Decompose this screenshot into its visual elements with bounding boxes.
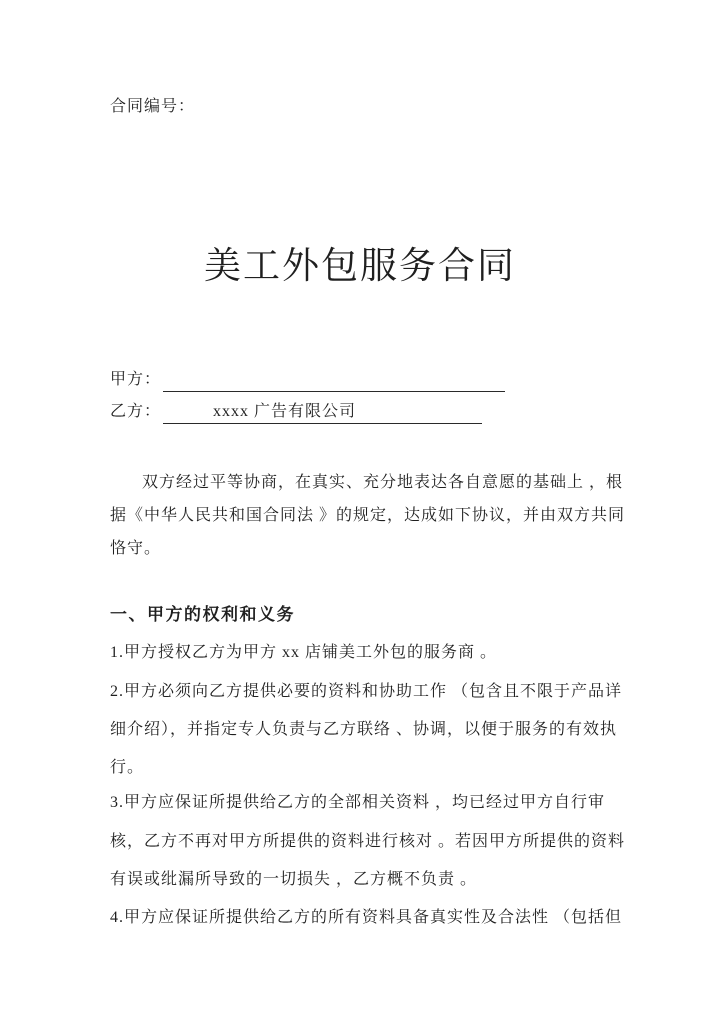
party-a-label: 甲方：: [110, 371, 162, 388]
clause-1-line-1: 1.甲方授权乙方为甲方 xx 店铺美工外包的服务商 。: [110, 644, 498, 661]
clause-2-line-3: 行。: [110, 759, 145, 776]
party-a-fill-in-line: [163, 389, 505, 392]
party-b-fill-in-line: xxxx 广告有限公司: [163, 402, 482, 424]
party-b-label: 乙方：: [110, 403, 162, 420]
clause-3-line-2: 核，乙方不再对甲方所提供的资料进行核对 。若因甲方所提供的资料: [110, 833, 626, 850]
preamble-line-1: 双方经过平等协商，在真实、充分地表达各自意愿的基础上 ，根: [142, 474, 624, 491]
clause-4-line-1: 4.甲方应保证所提供给乙方的所有资料具备真实性及合法性 （包括但: [110, 909, 623, 926]
clause-2-line-1: 2.甲方必须向乙方提供必要的资料和协助工作 （包含且不限于产品详: [110, 683, 623, 700]
clause-3-line-1: 3.甲方应保证所提供给乙方的全部相关资料 ，均已经过甲方自行审: [110, 794, 606, 811]
clause-3-line-3: 有误或纰漏所导致的一切损失 ，乙方概不负责 。: [110, 871, 478, 888]
contract-number-label: 合同编号：: [110, 98, 196, 115]
clause-2-line-2: 细介绍），并指定专人负责与乙方联络 、协调，以便于服务的有效执: [110, 721, 618, 738]
party-b-row: [110, 402, 482, 424]
party-a-row: [110, 370, 505, 392]
document-title: 美工外包服务合同: [204, 246, 516, 287]
section-1-heading: 一、甲方的权利和义务: [110, 605, 295, 624]
preamble-line-2: 据《中华人民共和国合同法 》的规定，达成如下协议，并由双方共同: [110, 507, 626, 524]
preamble-line-3: 恪守。: [110, 540, 162, 557]
